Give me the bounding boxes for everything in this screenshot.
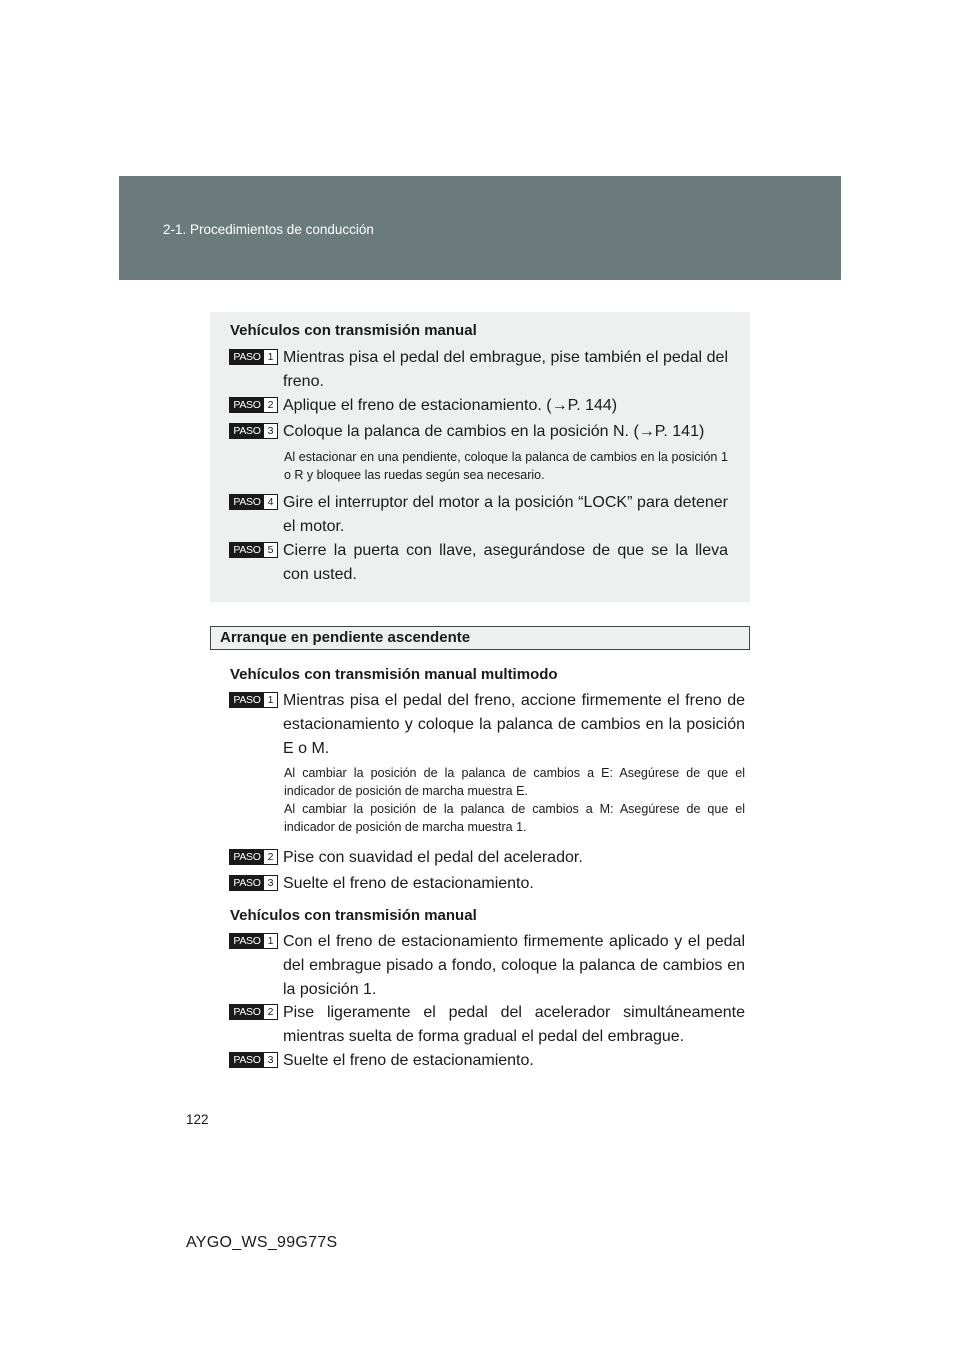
step-badge: PASO 2 <box>229 1004 278 1020</box>
step-badge: PASO 4 <box>229 494 278 510</box>
manual-box-step-4 <box>229 491 728 539</box>
step-badge: PASO 3 <box>229 875 278 891</box>
multimode-note-1: Al cambiar la posición de la palanca de cambios a E: Asegúrese de que el indicador de posición de marcha muestra E. <box>284 766 745 798</box>
step-badge: PASO 2 <box>229 849 278 865</box>
multimode-note <box>284 764 745 836</box>
multimode-step-1 <box>229 689 745 761</box>
step-text: Cierre la puerta con llave, asegurándose de que se la lleva con usted. <box>283 542 728 583</box>
step-text: Suelte el freno de estacionamiento. <box>283 875 534 892</box>
step-badge: PASO 3 <box>229 423 278 439</box>
multimode-step-2 <box>229 846 745 870</box>
manual-box-step-2 <box>229 394 728 418</box>
multimode-step-3 <box>229 872 745 896</box>
section-title: Arranque en pendiente ascendente <box>220 629 471 646</box>
multimode-heading: Vehículos con transmisión manual multimodo <box>230 666 558 683</box>
step-badge: PASO 1 <box>229 933 278 949</box>
section-title-bar <box>210 626 750 650</box>
manual2-step-1 <box>229 930 745 1002</box>
step-text: Pise con suavidad el pedal del acelerador. <box>283 849 583 866</box>
step-text: Suelte el freno de estacionamiento. <box>283 1052 534 1069</box>
document-code: AYGO_WS_99G77S <box>186 1234 338 1251</box>
step-text: Mientras pisa el pedal del embrague, pise también el pedal del freno. <box>283 349 728 390</box>
page-number: 122 <box>186 1112 209 1127</box>
manual2-step-2 <box>229 1001 745 1049</box>
manual2-heading: Vehículos con transmisión manual <box>230 907 477 924</box>
step-badge: PASO 3 <box>229 1052 278 1068</box>
step-text: Mientras pisa el pedal del freno, accione firmemente el freno de estacionamiento y coloque la palanca de cambios en la posición E o M. <box>283 692 745 757</box>
step-badge: PASO 1 <box>229 349 278 365</box>
manual-box-step-1 <box>229 346 728 394</box>
step-badge: PASO 5 <box>229 542 278 558</box>
step-text: Aplique el freno de estacionamiento. (→P. 144) <box>283 397 618 414</box>
step-badge: PASO 1 <box>229 692 278 708</box>
manual-box-note: Al estacionar en una pendiente, coloque la palanca de cambios en la posición 1 o R y bloquee las ruedas según sea necesario. <box>284 450 728 482</box>
manual2-step-3 <box>229 1049 745 1073</box>
step-text: Con el freno de estacionamiento firmemente aplicado y el pedal del embrague pisado a fondo, coloque la palanca de cambios en la posición 1. <box>283 933 745 998</box>
manual-box-heading: Vehículos con transmisión manual <box>230 322 477 339</box>
multimode-note-2: Al cambiar la posición de la palanca de cambios a M: Asegúrese de que el indicador de posición de marcha muestra 1. <box>284 802 745 834</box>
step-badge: PASO 2 <box>229 397 278 413</box>
step-text: Gire el interruptor del motor a la posición “LOCK” para detener el motor. <box>283 494 728 535</box>
step-text: Pise ligeramente el pedal del acelerador simultáneamente mientras suelta de forma gradual el pedal del embrague. <box>283 1004 745 1045</box>
chapter-header <box>119 176 841 280</box>
manual-box-step-5 <box>229 539 728 587</box>
manual-box-step-3 <box>229 420 728 444</box>
step-text: Coloque la palanca de cambios en la posición N. (→P. 141) <box>283 423 705 440</box>
chapter-title: 2-1. Procedimientos de conducción <box>163 222 374 237</box>
